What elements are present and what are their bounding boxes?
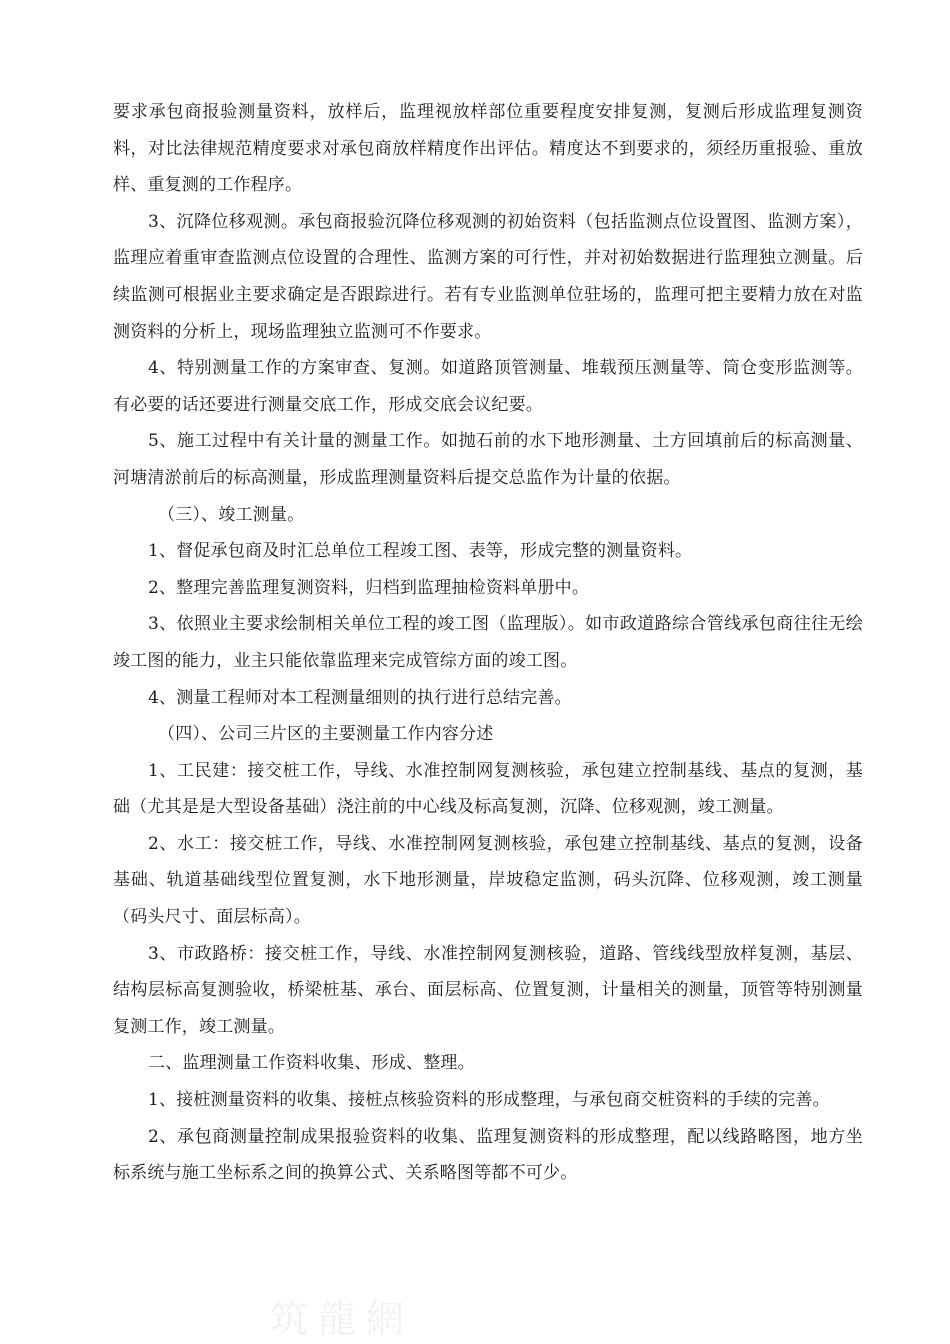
paragraph-completion-item-4: 4、测量工程师对本工程测量细则的执行进行总结完善。 xyxy=(148,687,572,708)
paragraph-civil-construction: 1、工民建：接交桩工作，导线、水准控制网复测核验，承包建立控制基线、基点的复测，基础（尤其是是大型设备基础）浇注前的中心线及标高复测，沉降、位移观测，竣工测量。 xyxy=(113,760,863,818)
paragraph-settlement-monitoring: 3、沉降位移观测。承包商报验沉降位移观测的初始资料（包括监测点位设置图、监测方案），监理应着重审查监测点位设置的合理性、监测方案的可行性，并对初始数据进行监理独立测量。后续监测可根据业主要求确定是否跟踪进行。若有专业监测单位驻场的，监理可把主要精力放在对监测资料的分析上，现场监理独立监测可不作要求。 xyxy=(113,211,863,342)
paragraph-continuation: 要求承包商报验测量资料，放样后，监理视放样部位重要程度安排复测，复测后形成监理复测资料，对比法律规范精度要求对承包商放样精度作出评估。精度达不到要求的，须经历重报验、重放样、重复测的工作程序。 xyxy=(113,102,863,196)
section-heading-regional-work: （四）、公司三片区的主要测量工作内容分述 xyxy=(158,724,494,745)
paragraph-data-item-2: 2、承包商测量控制成果报验资料的收集、监理复测资料的形成整理，配以线路略图，地方坐标系统与施工坐标系之间的换算公式、关系略图等都不可少。 xyxy=(113,1126,863,1184)
paragraph-completion-item-3: 3、依照业主要求绘制相关单位工程的竣工图（监理版）。如市政道路综合管线承包商往往无绘竣工图的能力，业主只能依靠监理来完成管综方面的竣工图。 xyxy=(113,614,863,671)
watermark-logo: 筑龍網 xyxy=(270,1297,415,1341)
paragraph-completion-item-1: 1、督促承包商及时汇总单位工程竣工图、表等，形成完整的测量资料。 xyxy=(148,541,693,562)
paragraph-completion-item-2: 2、整理完善监理复测资料，归档到监理抽检资料单册中。 xyxy=(148,577,590,598)
paragraph-hydraulic-works: 2、水工：接交桩工作，导线、水准控制网复测核验，承包建立控制基线、基点的复测，设备基础、轨道基础线型位置复测，水下地形测量，岸坡稳定监测，码头沉降、位移观测，竣工测量（码头尺寸、面层标高）。 xyxy=(113,833,863,928)
paragraph-measurement-survey: 5、施工过程中有关计量的测量工作。如抛石前的水下地形测量、土方回填前后的标高测量、河塘清淤前后的标高测量，形成监理测量资料后提交总监作为计量的依据。 xyxy=(113,431,863,488)
paragraph-municipal-roads-bridges: 3、市政路桥：接交桩工作，导线、水准控制网复测核验，道路、管线线型放样复测，基层、结构层标高复测验收，桥梁桩基、承台、面层标高、位置复测，计量相关的测量，顶管等特别测量复测工作，竣工测量。 xyxy=(113,943,863,1037)
section-heading-completion-survey: （三）、竣工测量。 xyxy=(158,504,305,525)
section-heading-data-collection: 二、监理测量工作资料收集、形成、整理。 xyxy=(148,1053,475,1074)
paragraph-special-survey: 4、特别测量工作的方案审查、复测。如道路顶管测量、堆载预压测量等、筒仓变形监测等。有必要的话还要进行测量交底工作，形成交底会议纪要。 xyxy=(113,358,863,415)
paragraph-data-item-1: 1、接桩测量资料的收集、接桩点核验资料的形成整理，与承包商交桩资料的手续的完善。 xyxy=(148,1090,830,1111)
document-body xyxy=(113,94,863,1192)
